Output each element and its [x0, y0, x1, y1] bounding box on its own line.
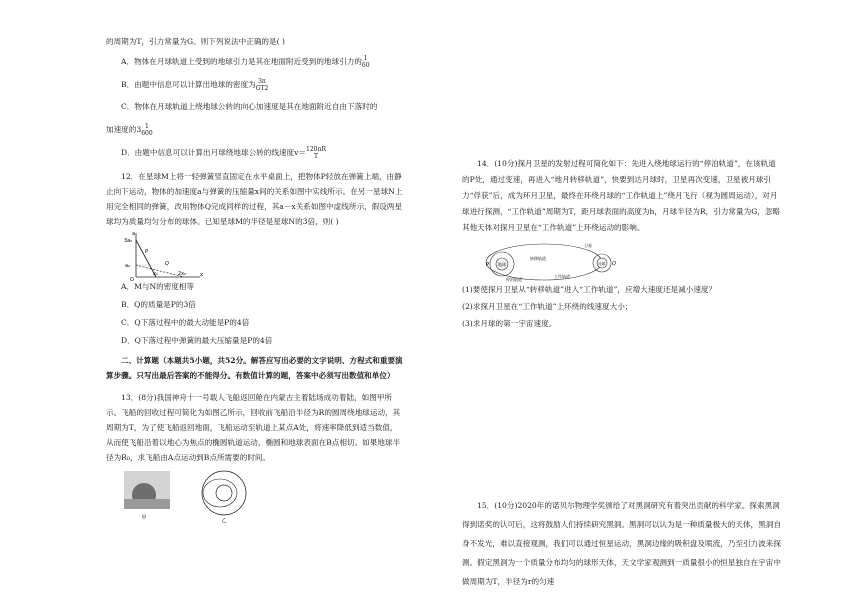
q14-part-3: (3)求月球的第一宇宙速度。 — [462, 319, 557, 328]
tick-2x0: 2x₀ — [178, 271, 187, 277]
earth-label: 地球 — [498, 262, 506, 267]
q12-graph — [124, 231, 404, 281]
earth-circle — [216, 485, 232, 501]
transfer-label: 转移轨道 — [530, 256, 546, 261]
q15-stem: 15．(10分)2020年的诺贝尔物理学奖颁给了对黑洞研究有着突出贡献的科学家。探索黑洞得到诺奖的认可后，这将鼓励人们持续研究黑洞。黑洞可以认为是一种质量极大的天体，黑洞自身不发光，难以直接观测，我们可以通过恒星运动，黑洞边缘的吸积盘及喷流，乃至引力波来探测。假定黑洞为一个质量分布均匀的球形天体，天文学家观测到一质量很小的恒星独自在宇宙中做周期为T，半径为r的匀速 — [462, 501, 781, 586]
moon-label: 月球 — [598, 262, 605, 266]
q12-option-a: A．M与N的密度相等 — [121, 282, 195, 291]
label-p: P — [486, 262, 490, 268]
tick-x0: x₀ — [153, 271, 158, 277]
orbit-diagram — [484, 240, 634, 284]
q14-part-2: (2)求探月卫星在“工作轨道”上环绕的线速度大小； — [462, 302, 633, 311]
q14-stem: 14．(10分)探月卫星的发射过程可简化如下：先进入绕地球运行的“停泊轨道”，在该轨道的P处，通过变速，再进入“地月转移轨道”，快要到达月球时，卫星再次变速，卫星被月球引力“俘获”后，成为环月卫星，最终在环绕月球的“工作轨道上”绕月飞行（视为圆周运动），对月球进行探测，“工作轨道”周期为T，距月球表面的高度为h，月球半径为R，引力常量为G，忽略其他天体对探月卫星在“工作轨道”上环绕运动的影响。 — [462, 159, 781, 232]
fraction: 1 600 — [141, 123, 153, 137]
caption-jia: 甲 — [141, 515, 147, 521]
q12-option-d: D．Q下落过程中弹簧的最大压缩量是P的4倍 — [121, 336, 273, 345]
work-label: 工作轨道 — [554, 274, 570, 279]
q12-option-b: B．Q的质量是P的3倍 — [121, 300, 196, 309]
q13-figures — [106, 469, 404, 525]
section-2-heading: 二、计算题（本题共5小题，共52分。解答应写出必要的文字说明、方程式和重要演算步骤。只写出最后答案的不能得分。有数值计算的题，答案中必须写出数值和单位） — [106, 356, 403, 380]
q14-figure — [484, 240, 782, 284]
fraction: 3π GT2 — [255, 78, 269, 92]
label-p: P — [145, 249, 149, 255]
axis-x: x — [200, 272, 203, 278]
q12-option-c: C．Q下落过程中的最大动能是P的4倍 — [121, 318, 250, 327]
left-column — [106, 36, 404, 525]
orbit-circle — [202, 471, 246, 515]
fraction: 1 60 — [361, 55, 370, 69]
q11-intro: 的周期为T，引力常量为G。则下列说法中正确的是( ) — [106, 37, 285, 46]
label-q: Q — [612, 261, 616, 267]
tick-3a0: 3a₀ — [124, 238, 133, 244]
q12-stem: 12．在星球M上将一轻弹簧竖直固定在水平桌面上，把物体P轻放在弹簧上端，由静止向下运动，物体的加速度a与弹簧的压缩量x间的关系如图中实线所示。在另一星球N上用完全相同的弹簧，改用物体Q完成同样的过程，其a－x关系如图中虚线所示，假设两星球均为质量均匀分布的球体。已知星球M的半径是星球N的3倍，则( ) — [106, 172, 403, 226]
q14-part-1: (1)要使探月卫星从“转移轨道”进入“工作轨道”，应增大速度还是减小速度？ — [462, 285, 717, 294]
tick-a0: a₀ — [125, 263, 131, 269]
q11-option-d: D．由题中信息可以计算出月球绕地球公转的线速度v＝ 120πR T — [121, 146, 326, 160]
q11-option-a: A．物体在月球轨道上受到的地球引力是其在地面附近受到的地球引力的 1 60 — [121, 55, 370, 69]
q13-stem: 13．(8分)我国神舟十一号载人飞船返回舱在内蒙古主着陆场成功着陆，如图甲所示。飞船的回收过程可简化为如图乙所示，回收前飞船沿半径为R的圆周绕地球运动，其周期为T，为了使飞船返回地面，飞船运动至轨道上某点A处，将速率降低到适当数值，从而使飞船沿着以地心为焦点的椭圆轨道运动，椭圆和地球表面在B点相切。如果地球半径为R₀，求飞船由A点运动到B点所需要的时间。 — [106, 393, 401, 462]
right-column — [462, 156, 782, 598]
q11-option-b: B．由题中信息可以计算出地球的密度为 3π GT2 — [121, 78, 269, 92]
q11-option-c: C．物体在月球轨道上绕地球公转的向心加速度是其在地面附近自由下落时的 — [121, 102, 378, 111]
fraction: 120πR T — [306, 146, 326, 160]
satellite-label: 卫星 — [584, 243, 592, 248]
caption-yi: 乙 — [221, 518, 227, 524]
q11-option-c-cont: 加速度的3 1 600 — [106, 123, 153, 137]
a-x-graph — [124, 231, 204, 281]
axis-a: a — [132, 231, 136, 237]
parking-label: 停泊轨道 — [506, 277, 522, 282]
q13-figure-svg — [106, 469, 256, 525]
label-q: Q — [165, 261, 169, 267]
origin: O — [130, 277, 134, 281]
